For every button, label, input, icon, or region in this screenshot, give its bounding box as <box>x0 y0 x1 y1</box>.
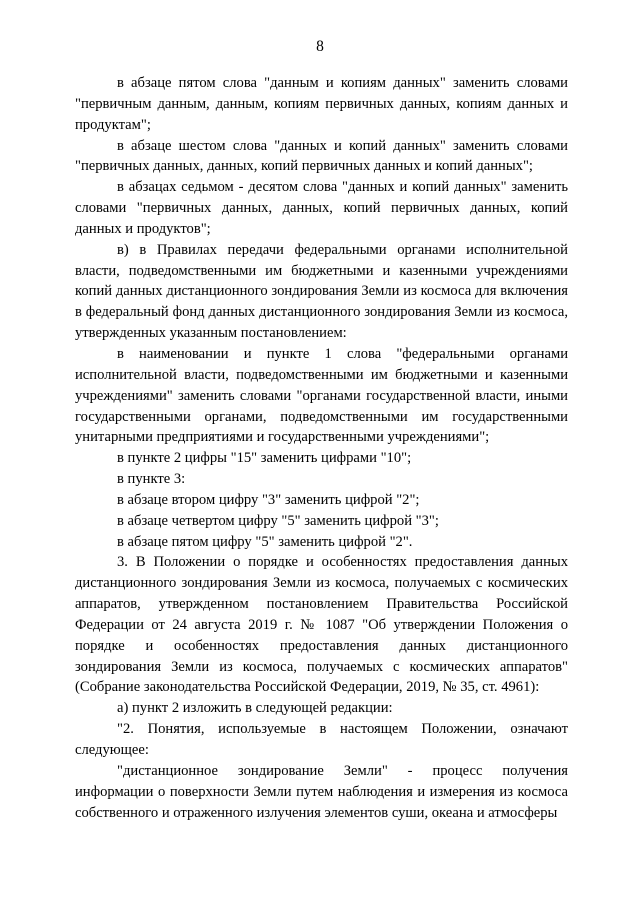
paragraph: в наименовании и пункте 1 слова "федеральными органами исполнительной власти, подведомственными им бюджетными и казенными учреждениями" заменить словами "органами государственной власти, иными государственными органами, подведомственными им государственными унитарными предприятиями и государственными учреждениями"; <box>75 345 568 446</box>
paragraph: в абзаце втором цифру "3" заменить цифрой "2"; <box>117 491 420 508</box>
document-body <box>75 73 568 823</box>
page-number: 8 <box>316 38 324 55</box>
paragraph: в абзаце четвертом цифру "5" заменить цифрой "3"; <box>117 512 439 529</box>
paragraph: 3. В Положении о порядке и особенностях предоставления данных дистанционного зондирования Земли из космоса, получаемых с космических аппаратов, утвержденном постановлением Правительства Российской Федерации от 24 августа 2019 г. № 1087 "Об утверждении Положения о порядке и особенностях предоставления данных дистанционного зондирования Земли из космоса, получаемых с космических аппаратов" (Собрание законодательства Российской Федерации, 2019, № 35, ст. 4961): <box>75 554 568 696</box>
paragraph: в) в Правилах передачи федеральными органами исполнительной власти, подведомственными им бюджетными и казенными учреждениями копий данных дистанционного зондирования Земли из космоса для включения в федеральный фонд данных дистанционного зондирования Земли из космоса, утвержденных указанным постановлением: <box>75 241 568 342</box>
paragraph: "дистанционное зондирование Земли" - процесс получения информации о поверхности Земли путем наблюдения и измерения из космоса собственного и отраженного излучения элементов суши, океана и атмосферы <box>75 762 568 821</box>
paragraph: "2. Понятия, используемые в настоящем Положении, означают следующее: <box>75 721 568 758</box>
paragraph: в абзаце пятом слова "данным и копиям данных" заменить словами "первичным данным, данным, копиям первичных данных, копиям данных и продуктам"; <box>75 75 568 133</box>
paragraph: в пункте 3: <box>117 471 186 488</box>
paragraph: в абзацах седьмом - десятом слова "данных и копий данных" заменить словами "первичных данных, данных, копий первичных данных, копий данных и продуктов"; <box>75 179 568 237</box>
paragraph: а) пункт 2 изложить в следующей редакции: <box>117 700 393 717</box>
paragraph: в пункте 2 цифры "15" заменить цифрами "10"; <box>117 450 412 467</box>
paragraph: в абзаце шестом слова "данных и копий данных" заменить словами "первичных данных, данных, копий первичных данных и копий данных"; <box>75 137 568 175</box>
paragraph: в абзаце пятом цифру "5" заменить цифрой "2". <box>117 533 413 550</box>
